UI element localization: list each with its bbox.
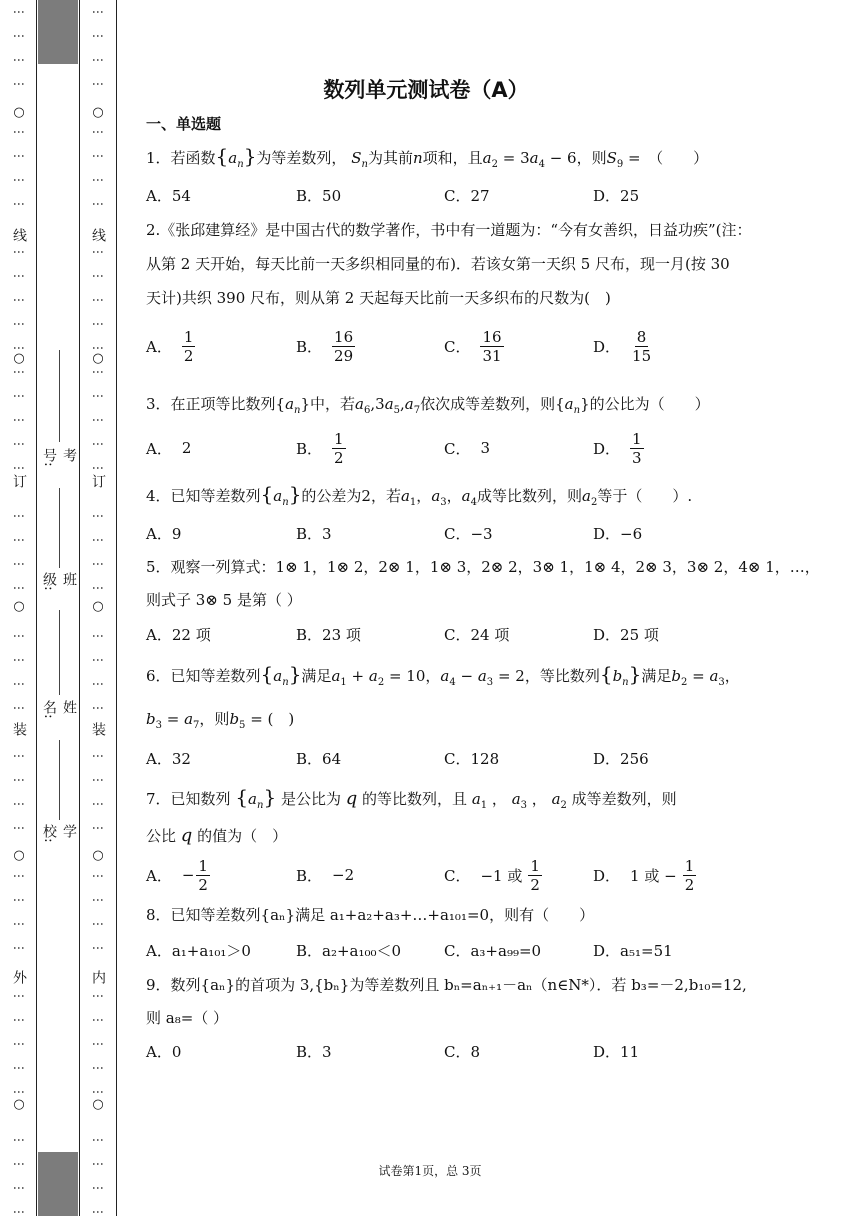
dotted-line: ⋮ [12, 1134, 26, 1146]
binding-circle: ○ [92, 351, 104, 366]
question-6-stem-line: 6．已知等差数列$\{a_n\}$满足$a_1 + a_2 = 10$，$a_4 - a_3 = 2$，等比数列$\{b_n\}$满足$b_2 = a_3$， [146, 662, 740, 688]
option-b: B．3 [296, 1042, 332, 1061]
binding-circle: ○ [13, 105, 25, 120]
dotted-line: ⋮ [12, 1206, 26, 1218]
dotted-line: ⋮ [12, 366, 26, 378]
option-letter: B． [296, 866, 323, 885]
dotted-line: ⋮ [91, 438, 105, 450]
dotted-line: ⋮ [91, 1062, 105, 1074]
dotted-line: ⋮ [91, 1086, 105, 1098]
option-a: A．a₁+a₁₀₁＞0 [146, 941, 251, 960]
dotted-line: ⋮ [91, 798, 105, 810]
option-fraction [528, 857, 542, 894]
option-fraction [630, 430, 644, 467]
dotted-line: ⋮ [91, 294, 105, 306]
binding-mark: 订 [11, 474, 27, 488]
fraction-numerator: 1 [198, 856, 208, 875]
dotted-line: ⋮ [91, 1206, 105, 1218]
dotted-line: ⋮ [12, 510, 26, 522]
option-letter: C． [444, 439, 471, 458]
dotted-line: ⋮ [12, 246, 26, 258]
option-letter: B． [296, 439, 323, 458]
dotted-line: ⋮ [12, 774, 26, 786]
fraction-numerator: 16 [482, 327, 502, 346]
option-b: B．50 [296, 186, 342, 205]
name-label: 姓名: [41, 700, 77, 719]
class-label: 班级: [41, 572, 77, 591]
question-3-options [146, 428, 746, 468]
dotted-line: ⋮ [91, 702, 105, 714]
binding-shade-top [38, 0, 78, 64]
dotted-line: ⋮ [12, 126, 26, 138]
question-2-stem-line: 天计)共织 390 尺布，则从第 2 天起每天比前一天多织布的尺数为( ) [146, 289, 611, 307]
fraction-numerator: 1 [632, 429, 642, 448]
option-sign: − [181, 866, 195, 884]
dotted-line: ⋮ [91, 1134, 105, 1146]
question-2-options [146, 326, 746, 366]
dotted-line: ⋮ [91, 654, 105, 666]
binding-mark: 内 [90, 970, 106, 984]
dotted-line: ⋮ [12, 270, 26, 282]
option-b [296, 855, 360, 895]
binding-mark: 外 [11, 970, 27, 984]
option-a: A．0 [146, 1042, 182, 1061]
option-c: C．−3 [444, 524, 493, 543]
question-6-stem-line: $b_3 = a_7$，则$b_5$ = ( ) [146, 710, 295, 731]
dotted-line: ⋮ [91, 270, 105, 282]
dotted-line: ⋮ [12, 990, 26, 1002]
binding-circle: ○ [92, 105, 104, 120]
dotted-line: ⋮ [91, 510, 105, 522]
option-a: A．32 [146, 749, 191, 768]
option-fraction [332, 430, 346, 467]
binding-circle: ○ [13, 1097, 25, 1112]
dotted-line: ⋮ [91, 150, 105, 162]
option-fraction [332, 328, 355, 365]
option-a: A．54 [146, 186, 191, 205]
question-7-options [146, 855, 746, 895]
option-fraction [683, 857, 697, 894]
dotted-line: ⋮ [12, 822, 26, 834]
binding-mark: 线 [90, 228, 106, 242]
fraction-numerator: 8 [636, 327, 647, 346]
option-d [593, 326, 653, 366]
dotted-line: ⋮ [12, 198, 26, 210]
dotted-line: ⋮ [91, 1182, 105, 1194]
option-d [593, 855, 696, 895]
dotted-line: ⋮ [91, 342, 105, 354]
fraction-denominator: 2 [684, 875, 695, 894]
option-b [296, 326, 355, 366]
dotted-line: ⋮ [12, 894, 26, 906]
dotted-line: ⋮ [91, 1158, 105, 1170]
fraction-denominator: 2 [183, 346, 194, 365]
option-d: D．11 [593, 1042, 640, 1061]
question-2-stem-line: 从第 2 天开始，每天比前一天多织相同量的布)．若该女第一天织 5 尺布，现一月(按 30 [146, 255, 730, 273]
option-d [593, 428, 644, 468]
option-letter: C． [444, 337, 471, 356]
dotted-line: ⋮ [91, 174, 105, 186]
question-7-stem-line: 公比 q 的值为（ ） [146, 825, 288, 846]
dotted-line: ⋮ [12, 870, 26, 882]
dotted-line: ⋮ [12, 78, 26, 90]
option-b: B．23 项 [296, 625, 361, 644]
dotted-line: ⋮ [12, 702, 26, 714]
binding-margin [0, 0, 118, 1216]
option-c [444, 326, 504, 366]
dotted-line: ⋮ [91, 318, 105, 330]
option-letter: D． [593, 866, 621, 885]
page-footer: 试卷第1页，总 3页 [378, 1164, 482, 1178]
option-d: D．25 项 [593, 625, 659, 644]
option-b [296, 428, 346, 468]
fraction-denominator: 2 [530, 875, 540, 894]
school-label: 学校: [41, 824, 77, 843]
dotted-line: ⋮ [12, 654, 26, 666]
question-8-stem: 8．已知等差数列{aₙ}满足 a₁+a₂+a₃+…+a₁₀₁=0，则有（ ） [146, 906, 595, 924]
option-text: −2 [332, 866, 355, 884]
option-d: D．−6 [593, 524, 643, 543]
question-7-stem-line: 7．已知数列 $\{a_n\}$ 是公比为 q 的等比数列，且 $a_1$ ， $a_3$ ， $a_2$ 成等差数列，则 [146, 785, 677, 811]
dotted-line: ⋮ [91, 78, 105, 90]
dotted-line: ⋮ [12, 918, 26, 930]
fraction-denominator: 31 [482, 346, 502, 365]
option-letter: D． [593, 337, 621, 356]
question-1-options [146, 175, 746, 215]
dotted-line: ⋮ [91, 126, 105, 138]
fraction-numerator: 1 [334, 429, 344, 448]
exam-no-label: 考号: [41, 448, 77, 467]
dotted-line: ⋮ [12, 390, 26, 402]
dotted-line: ⋮ [12, 582, 26, 594]
dotted-line: ⋮ [12, 1158, 26, 1170]
dotted-line: ⋮ [91, 54, 105, 66]
dotted-line: ⋮ [91, 462, 105, 474]
option-letter: A． [146, 866, 172, 885]
school-underline [59, 740, 60, 820]
binding-circle: ○ [92, 848, 104, 863]
option-fraction [480, 328, 503, 365]
question-4-options [146, 513, 746, 553]
option-d: D．a₅₁=51 [593, 941, 673, 960]
option-fraction [630, 328, 653, 365]
option-b: B．a₂+a₁₀₀＜0 [296, 941, 402, 960]
binding-mark: 订 [90, 474, 106, 488]
option-a [146, 428, 197, 468]
binding-mark: 装 [90, 722, 106, 736]
fraction-numerator: 1 [684, 856, 695, 875]
option-a [146, 326, 195, 366]
option-c [444, 428, 496, 468]
dotted-line: ⋮ [12, 1086, 26, 1098]
binding-line-outer [36, 0, 37, 1216]
dotted-line: ⋮ [91, 750, 105, 762]
option-fraction [196, 857, 210, 894]
dotted-line: ⋮ [12, 1182, 26, 1194]
option-letter: D． [593, 439, 621, 458]
dotted-line: ⋮ [12, 6, 26, 18]
dotted-line: ⋮ [12, 462, 26, 474]
dotted-line: ⋮ [91, 990, 105, 1002]
binding-line-middle [79, 0, 80, 1216]
option-d: D．25 [593, 186, 640, 205]
option-text: 3 [480, 439, 491, 457]
dotted-line: ⋮ [91, 942, 105, 954]
dotted-line: ⋮ [91, 870, 105, 882]
dotted-line: ⋮ [12, 1038, 26, 1050]
section-heading: 一、单选题 [146, 115, 222, 133]
fraction-denominator: 29 [334, 346, 354, 365]
dotted-line: ⋮ [91, 630, 105, 642]
question-9-options [146, 1031, 746, 1071]
binding-circle: ○ [13, 599, 25, 614]
option-letter: C． [444, 866, 471, 885]
dotted-line: ⋮ [12, 54, 26, 66]
dotted-line: ⋮ [12, 750, 26, 762]
option-d: D．256 [593, 749, 649, 768]
option-text: 2 [181, 439, 192, 457]
binding-circle: ○ [92, 599, 104, 614]
dotted-line: ⋮ [91, 822, 105, 834]
dotted-line: ⋮ [91, 678, 105, 690]
fraction-numerator: 16 [334, 327, 354, 346]
binding-line-inner [116, 0, 117, 1216]
dotted-line: ⋮ [12, 414, 26, 426]
option-c [444, 855, 542, 895]
dotted-line: ⋮ [91, 918, 105, 930]
option-letter: A． [146, 337, 172, 356]
question-9-stem-line: 则 a₈=（ ） [146, 1009, 229, 1027]
dotted-line: ⋮ [12, 558, 26, 570]
question-5-stem-line: 5．观察一列算式：1⊗ 1，1⊗ 2，2⊗ 1，1⊗ 3，2⊗ 2，3⊗ 1，1⊗ 4，2⊗ 3，3⊗ 2，4⊗ 1，…， [146, 558, 820, 576]
dotted-line: ⋮ [91, 534, 105, 546]
binding-mark: 装 [11, 722, 27, 736]
binding-circle: ○ [92, 1097, 104, 1112]
question-4-stem: 4．已知等差数列$\{a_n\}$的公差为2，若$a_1$，$a_3$，$a_4$成等比数列，则$a_2$等于（ ）. [146, 482, 693, 508]
dotted-line: ⋮ [12, 150, 26, 162]
dotted-line: ⋮ [12, 1062, 26, 1074]
option-c: C．24 项 [444, 625, 510, 644]
option-text: 1 或 − [630, 866, 677, 885]
dotted-line: ⋮ [12, 678, 26, 690]
fraction-denominator: 2 [198, 875, 208, 894]
outer-dotted-column [8, 0, 30, 1216]
dotted-line: ⋮ [91, 414, 105, 426]
option-c: C．a₃+a₉₉=0 [444, 941, 542, 960]
dotted-line: ⋮ [12, 342, 26, 354]
option-a: A．9 [146, 524, 182, 543]
dotted-line: ⋮ [91, 390, 105, 402]
option-a: A．22 项 [146, 625, 211, 644]
dotted-line: ⋮ [12, 174, 26, 186]
question-9-stem-line: 9．数列{aₙ}的首项为 3,{bₙ}为等差数列且 bₙ=aₙ₊₁－aₙ（n∈N*）．若 b₃=－2,b₁₀=12, [146, 976, 747, 994]
page-title: 数列单元测试卷（A） [323, 78, 529, 102]
option-b: B．64 [296, 749, 342, 768]
fraction-numerator: 1 [183, 327, 194, 346]
fraction-denominator: 2 [334, 448, 344, 467]
fraction-denominator: 3 [632, 448, 642, 467]
fraction-numerator: 1 [530, 856, 540, 875]
binding-mark: 线 [11, 228, 27, 242]
option-c: C．27 [444, 186, 490, 205]
option-text: −1 或 [480, 866, 523, 885]
dotted-line: ⋮ [12, 1014, 26, 1026]
dotted-line: ⋮ [91, 30, 105, 42]
dotted-line: ⋮ [91, 6, 105, 18]
dotted-line: ⋮ [91, 582, 105, 594]
dotted-line: ⋮ [91, 366, 105, 378]
option-fraction [182, 328, 196, 365]
option-letter: A． [146, 439, 172, 458]
question-8-options [146, 930, 746, 970]
question-2-stem-line: 2.《张邱建算经》是中国古代的数学著作，书中有一道题为：“今有女善织，日益功疾”(注： [146, 221, 752, 239]
dotted-line: ⋮ [91, 894, 105, 906]
exam-no-underline [59, 350, 60, 442]
dotted-line: ⋮ [91, 246, 105, 258]
dotted-line: ⋮ [91, 774, 105, 786]
binding-circle: ○ [13, 848, 25, 863]
question-5-options [146, 614, 746, 654]
name-underline [59, 610, 60, 695]
dotted-line: ⋮ [12, 438, 26, 450]
option-a [146, 855, 210, 895]
binding-circle: ○ [13, 351, 25, 366]
class-underline [59, 488, 60, 568]
question-1-stem: 1．若函数$\{a_n\}$为等差数列， $S_n$为其前n项和，且$a_2 = 3a_4 - 6$，则$S_9$ = （ ） [146, 144, 709, 170]
dotted-line: ⋮ [91, 558, 105, 570]
question-5-stem-line: 则式子 3⊗ 5 是第（ ） [146, 591, 302, 609]
option-c: C．8 [444, 1042, 481, 1061]
question-3-stem: 3．在正项等比数列$\{a_n\}$中，若$a_6,3a_5,a_7$依次成等差数列，则$\{a_n\}$的公比为（ ） [146, 395, 710, 416]
question-6-options [146, 738, 746, 778]
dotted-line: ⋮ [12, 798, 26, 810]
dotted-line: ⋮ [91, 1038, 105, 1050]
dotted-line: ⋮ [12, 294, 26, 306]
dotted-line: ⋮ [91, 198, 105, 210]
dotted-line: ⋮ [12, 534, 26, 546]
fraction-denominator: 15 [632, 346, 652, 365]
dotted-line: ⋮ [12, 318, 26, 330]
inner-dotted-column [87, 0, 109, 1216]
dotted-line: ⋮ [12, 942, 26, 954]
option-c: C．128 [444, 749, 500, 768]
dotted-line: ⋮ [91, 1014, 105, 1026]
dotted-line: ⋮ [12, 630, 26, 642]
option-letter: B． [296, 337, 323, 356]
dotted-line: ⋮ [12, 30, 26, 42]
option-b: B．3 [296, 524, 332, 543]
